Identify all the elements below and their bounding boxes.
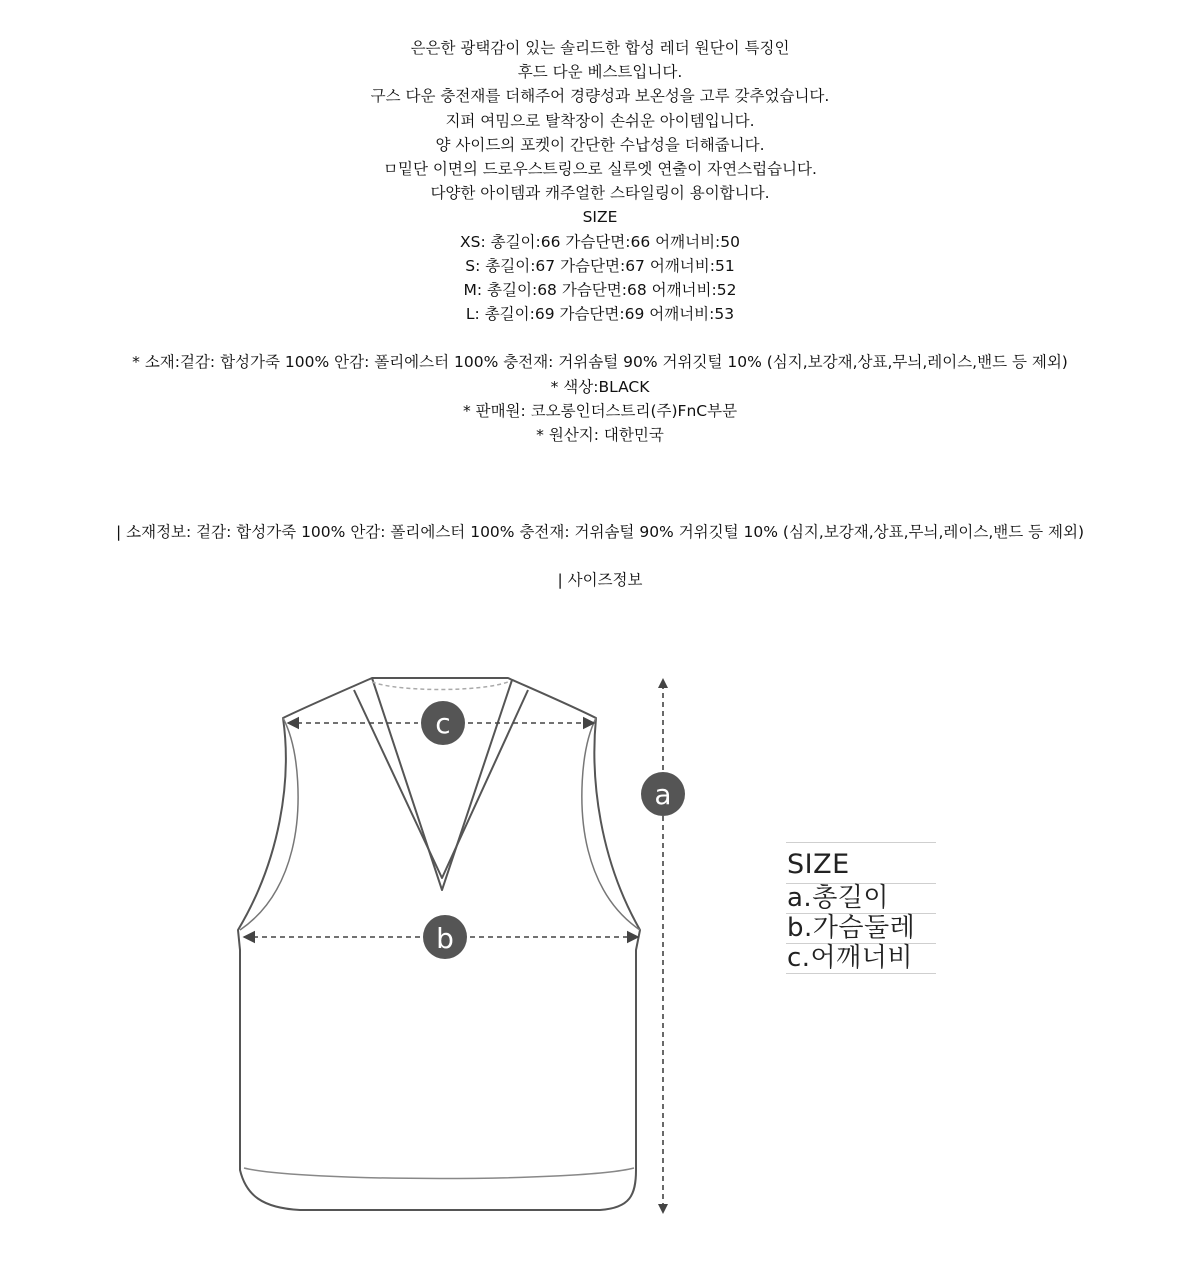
size-line-l: L: 총길이:69 가슴단면:69 어깨너비:53 (465, 305, 735, 324)
note-seller: * 판매원: 코오롱인더스트리(주)FnC부문 (462, 401, 738, 420)
size-legend (786, 842, 936, 974)
desc-line: 지퍼 여밈으로 탈착장이 손쉬운 아이템입니다. (445, 111, 755, 130)
product-description (0, 36, 1200, 447)
size-line-m: M: 총길이:68 가슴단면:68 어깨너비:52 (463, 281, 737, 300)
desc-line: 은은한 광택감이 있는 솔리드한 합성 레더 원단이 특징인 (410, 39, 790, 57)
note-color: * 색상:BLACK (550, 377, 650, 396)
size-legend-item-c: c.어깨너비 (786, 944, 936, 974)
size-diagram (0, 640, 1200, 1240)
size-line-xs: XS: 총길이:66 가슴단면:66 어깨너비:50 (459, 232, 740, 251)
marker-c-label: c (435, 707, 451, 740)
arrow-down-icon (658, 1204, 668, 1214)
size-info-heading: | 사이즈정보 (557, 571, 643, 589)
note-material: * 소재:겉감: 합성가죽 100% 안감: 폴리에스터 100% 충전재: 거위솜털 90% 거위깃털 10% (심지,보강재,상표,무늬,레이스,밴드 등 제외) (132, 353, 1068, 372)
size-heading: SIZE (582, 208, 618, 227)
arrow-up-icon (658, 678, 668, 688)
spacer (0, 326, 1200, 350)
material-info: | 소재정보: 겉감: 합성가죽 100% 안감: 폴리에스터 100% 충전재: 거위솜털 90% 거위깃털 10% (심지,보강재,상표,무늬,레이스,밴드 등 제외) (115, 523, 1085, 541)
note-origin: * 원산지: 대한민국 (536, 426, 664, 445)
desc-line: 양 사이드의 포켓이 간단한 수납성을 더해줍니다. (435, 135, 765, 154)
size-legend-item-b: b.가슴둘레 (786, 914, 936, 944)
marker-b-label: b (436, 922, 454, 955)
size-legend-title: SIZE (786, 843, 936, 884)
desc-line: 후드 다운 베스트입니다. (517, 63, 683, 82)
desc-line: 구스 다운 충전재를 더해주어 경량성과 보온성을 고루 갖추었습니다. (370, 87, 830, 106)
desc-line: ㅁ밑단 이면의 드로우스트링으로 실루엣 연출이 자연스럽습니다. (383, 160, 817, 179)
desc-line: 다양한 아이템과 캐주얼한 스타일링이 용이합니다. (430, 184, 770, 203)
size-legend-item-a: a.총길이 (786, 884, 936, 914)
size-line-s: S: 총길이:67 가슴단면:67 어깨너비:51 (465, 256, 735, 275)
marker-a-label: a (654, 778, 672, 811)
